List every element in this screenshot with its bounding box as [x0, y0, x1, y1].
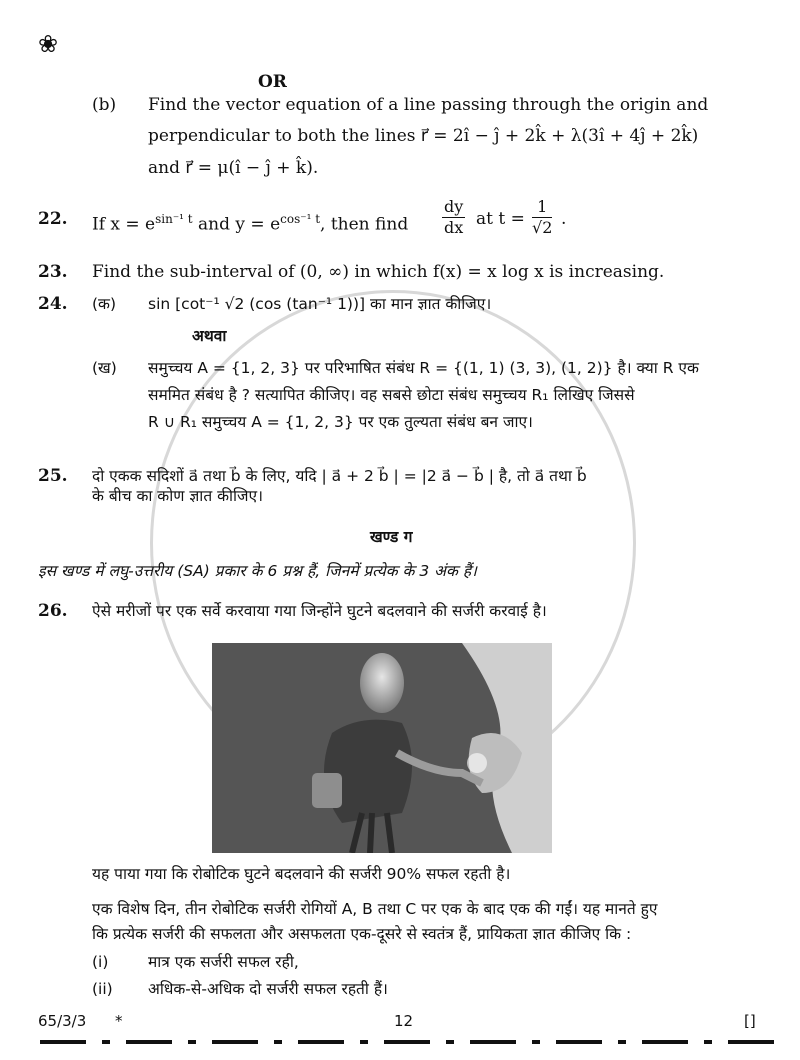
q22-exp2: cos⁻¹ t	[280, 212, 321, 226]
q24a-label: (क)	[92, 295, 116, 313]
or-separator: OR	[258, 72, 287, 92]
section-title: खण्ड ग	[370, 528, 413, 546]
robotic-knee-surgery-photo	[212, 643, 552, 853]
q26-number: 26.	[38, 601, 68, 621]
footer-star: *	[115, 1012, 123, 1030]
q22-tail: , then find	[320, 214, 409, 235]
q22-exp1: sin⁻¹ t	[155, 212, 193, 226]
q22-number: 22.	[38, 209, 68, 229]
flower-ornament-icon: ❀	[38, 30, 59, 58]
q21b-line3: and r⃗ = μ(î − ĵ + k̂).	[148, 158, 319, 178]
q23-text: Find the sub-interval of (0, ∞) in which f(x) = x log x is increasing.	[92, 262, 665, 282]
q22-frac2-den: √2	[532, 218, 553, 237]
q26-line1: ऐसे मरीजों पर एक सर्वे करवाया गया जिन्होंने घुटने बदलवाने की सर्जरी करवाई है।	[92, 602, 547, 620]
section-intro: इस खण्ड में लघु-उत्तरीय (SA) प्रकार के 6 प्रश्न हैं, जिनमें प्रत्येक के 3 अंक हैं।	[38, 562, 477, 580]
q21b-label: (b)	[92, 95, 117, 115]
q24-or: अथवा	[192, 327, 227, 345]
q26-para2-line1: एक विशेष दिन, तीन रोबोटिक सर्जरी रोगियों A, B तथा C पर एक के बाद एक की गईं। यह मानते हुए	[92, 900, 658, 918]
q26-para2-line2: कि प्रत्येक सर्जरी की सफलता और असफलता एक-दूसरे से स्वतंत्र हैं, प्रायिकता ज्ञात कीजिए कि :	[92, 925, 632, 943]
q25-line2: के बीच का कोण ज्ञात कीजिए।	[92, 487, 263, 505]
paper-code: 65/3/3	[38, 1012, 87, 1030]
q25-line1: दो एकक सदिशों a⃗ तथा b⃗ के लिए, यदि | a⃗ + 2 b⃗ | = |2 a⃗ − b⃗ | है, तो a⃗ तथा b⃗	[92, 467, 587, 485]
q26-ii-text: अधिक-से-अधिक दो सर्जरी सफल रहती हैं।	[148, 980, 388, 998]
q22-derivative-fraction	[442, 197, 465, 238]
q24b-line3: R ∪ R₁ समुच्चय A = {1, 2, 3} पर एक तुल्यता संबंध बन जाए।	[148, 413, 533, 431]
q22-text	[92, 205, 408, 239]
q22-frac1-den: dx	[444, 218, 464, 237]
q26-para1: यह पाया गया कि रोबोटिक घुटने बदलवाने की सर्जरी 90% सफल रहती है।	[92, 865, 511, 883]
q24b-label: (ख)	[92, 359, 117, 377]
q26-i-label: (i)	[92, 953, 109, 971]
robot-illustration	[212, 643, 552, 853]
q26-i-text: मात्र एक सर्जरी सफल रही,	[148, 953, 299, 971]
q22-at: at t =	[476, 209, 525, 229]
q25-number: 25.	[38, 466, 68, 486]
q22-value-fraction	[532, 197, 552, 238]
q21b-line2: perpendicular to both the lines r⃗ = 2î − ĵ + 2k̂ + λ(3î + 4ĵ + 2k̂)	[148, 126, 699, 146]
q24b-line2: सममित संबंध है ? सत्यापित कीजिए। वह सबसे छोटा संबंध समुच्चय R₁ लिखिए जिससे	[148, 386, 635, 404]
q24-number: 24.	[38, 294, 68, 314]
q24b-line1: समुच्चय A = {1, 2, 3} पर परिभाषित संबंध R = {(1, 1) (3, 3), (1, 2)} है। क्या R एक	[148, 359, 699, 377]
q22-x-eq: If x = e	[92, 214, 156, 235]
q22-y-eq: and y = e	[192, 214, 281, 235]
footer-dashed-rule	[40, 1040, 780, 1044]
footer-box: []	[744, 1012, 756, 1030]
q23-number: 23.	[38, 262, 68, 282]
q26-ii-label: (ii)	[92, 980, 113, 998]
q24a-text: sin [cot⁻¹ √2 (cos (tan⁻¹ 1))] का मान ज्ञात कीजिए।	[148, 295, 492, 313]
q22-frac1-num: dy	[444, 197, 464, 216]
q22-frac2-num: 1	[532, 197, 552, 218]
q22-end: .	[561, 209, 567, 229]
q21b-line1: Find the vector equation of a line passing through the origin and	[148, 95, 709, 115]
page-number: 12	[394, 1012, 414, 1030]
